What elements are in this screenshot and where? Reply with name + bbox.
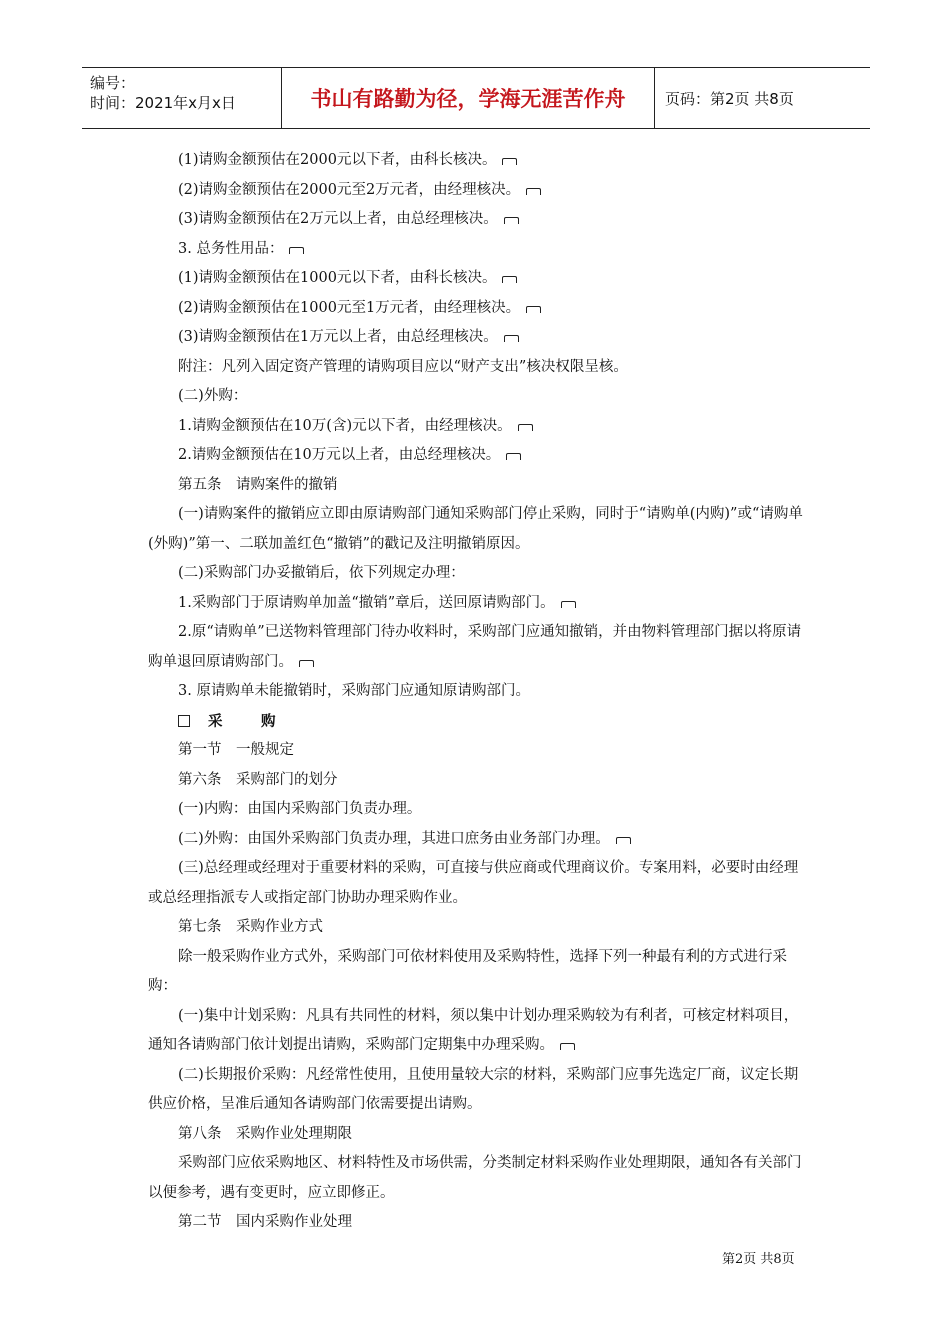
paragraph-text: (1)请购金额预估在2000元以下者，由科长核决。 <box>178 152 497 168</box>
paragraph-text: (3)请购金额预估在1万元以上者，由总经理核决。 <box>178 329 498 345</box>
paragraph-mark-icon <box>289 247 304 254</box>
paragraph <box>148 854 808 913</box>
paragraph <box>148 1002 808 1061</box>
paragraph <box>148 412 808 442</box>
paragraph-text: 采购部门应依采购地区、材料特性及市场供需，分类制定材料采购作业处理期限，通知各有关部门以便参考，遇有变更时，应立即修正。 <box>148 1155 802 1201</box>
paragraph-mark-icon <box>616 837 631 844</box>
paragraph <box>148 766 808 796</box>
paragraph-text: (一)请购案件的撤销应立即由原请购部门通知采购部门停止采购，同时于“请购单(内购)”或“请购单(外购)”第一、二联加盖红色“撤销”的戳记及注明撤销原因。 <box>148 506 803 552</box>
paragraph <box>148 559 808 589</box>
paragraph <box>148 913 808 943</box>
paragraph <box>148 589 808 619</box>
paragraph-mark-icon <box>526 188 541 195</box>
paragraph <box>148 176 808 206</box>
paragraph <box>148 146 808 176</box>
checkbox-square-icon <box>178 715 190 727</box>
paragraph <box>148 382 808 412</box>
paragraph-text: (三)总经理或经理对于重要材料的采购，可直接与供应商或代理商议价。专案用料，必要时由经理或总经理指派专人或指定部门协助办理采购作业。 <box>148 860 799 906</box>
paragraph <box>148 677 808 707</box>
date-label: 时间：2021年x月x日 <box>90 94 236 112</box>
number-label: 编号： <box>90 74 136 92</box>
motto: 书山有路勤为径，学海无涯苦作舟 <box>282 68 655 128</box>
paragraph-text: 3. 总务性用品： <box>178 240 284 257</box>
paragraph <box>148 618 808 677</box>
paragraph-text: 第一节 一般规定 <box>178 742 294 758</box>
paragraph-mark-icon <box>502 276 517 283</box>
paragraph-text: (一)集中计划采购：凡具有共同性的材料，须以集中计划办理采购较为有利者，可核定材料项目，通知各请购部门依计划提出请购，采购部门定期集中办理采购。 <box>148 1007 799 1053</box>
paragraph-text: (3)请购金额预估在2万元以上者，由总经理核决。 <box>178 211 498 227</box>
paragraph-text: (1)请购金额预估在1000元以下者，由科长核决。 <box>178 270 497 286</box>
paragraph-text: 第五条 请购案件的撤销 <box>178 476 338 493</box>
paragraph-text: 1.请购金额预估在10万(含)元以下者，由经理核决。 <box>178 417 512 434</box>
paragraph-text: 1.采购部门于原请购单加盖“撤销”章后，送回原请购部门。 <box>178 594 555 611</box>
paragraph-mark-icon <box>506 453 521 460</box>
paragraph-mark-icon <box>502 158 517 165</box>
paragraph <box>148 1208 808 1238</box>
paragraph-mark-icon <box>518 424 533 431</box>
paragraph-text: 附注：凡列入固定资产管理的请购项目应以“财产支出”核决权限呈核。 <box>178 358 628 375</box>
paragraph <box>148 736 808 766</box>
paragraph-mark-icon <box>560 1043 575 1050</box>
footer-page-label: 第2页 共8页 <box>722 1252 795 1267</box>
paragraph-mark-icon <box>299 660 314 667</box>
paragraph-text: 第七条 采购作业方式 <box>178 919 323 935</box>
paragraph-text: (2)请购金额预估在1000元至1万元者，由经理核决。 <box>178 299 521 316</box>
section-heading <box>148 707 808 737</box>
paragraph <box>148 353 808 383</box>
paragraph-text: (2)请购金额预估在2000元至2万元者，由经理核决。 <box>178 181 521 198</box>
document-body <box>148 146 808 1238</box>
paragraph-text: 第六条 采购部门的划分 <box>178 771 338 788</box>
paragraph <box>148 323 808 353</box>
paragraph <box>148 205 808 235</box>
paragraph <box>148 825 808 855</box>
paragraph <box>148 500 808 559</box>
paragraph <box>148 235 808 265</box>
paragraph-text: 3. 原请购单未能撤销时，采购部门应通知原请购部门。 <box>178 683 530 699</box>
paragraph <box>148 441 808 471</box>
paragraph-text: (二)外购：由国外采购部门负责办理，其进口庶务由业务部门办理。 <box>178 830 610 847</box>
paragraph-mark-icon <box>526 306 541 313</box>
paragraph-text: 2.请购金额预估在10万元以上者，由总经理核决。 <box>178 447 501 463</box>
paragraph-text: (一)内购：由国内采购部门负责办理。 <box>178 801 422 817</box>
paragraph-text: 第八条 采购作业处理期限 <box>178 1125 352 1142</box>
paragraph-mark-icon <box>561 601 576 608</box>
paragraph <box>148 1120 808 1150</box>
header-page-label: 页码：第2页 共8页 <box>665 89 794 108</box>
header-info-cell <box>82 68 282 128</box>
paragraph <box>148 1149 808 1208</box>
paragraph-text: 2.原“请购单”已送物料管理部门待办收料时，采购部门应通知撤销，并由物料管理部门据以将原请购单退回原请购部门。 <box>148 624 802 670</box>
paragraph-text: (二)采购部门办妥撤销后，依下列规定办理： <box>178 565 465 581</box>
header-table <box>82 67 870 129</box>
paragraph-mark-icon <box>504 217 519 224</box>
paragraph-text: 采 购 <box>208 712 288 730</box>
paragraph-mark-icon <box>504 335 519 342</box>
paragraph <box>148 795 808 825</box>
paragraph-text: 第二节 国内采购作业处理 <box>178 1214 352 1230</box>
paragraph <box>148 294 808 324</box>
paragraph-text: 除一般采购作业方式外，采购部门可依材料使用及采购特性，选择下列一种最有利的方式进行采购： <box>148 948 787 994</box>
paragraph <box>148 264 808 294</box>
paragraph <box>148 943 808 1002</box>
paragraph <box>148 471 808 501</box>
paragraph-text: (二)长期报价采购：凡经常性使用，且使用量较大宗的材料，采购部门应事先选定厂商，议定长期供应价格，呈准后通知各请购部门依需要提出请购。 <box>148 1066 799 1112</box>
paragraph <box>148 1061 808 1120</box>
paragraph-text: (二)外购： <box>178 388 248 404</box>
